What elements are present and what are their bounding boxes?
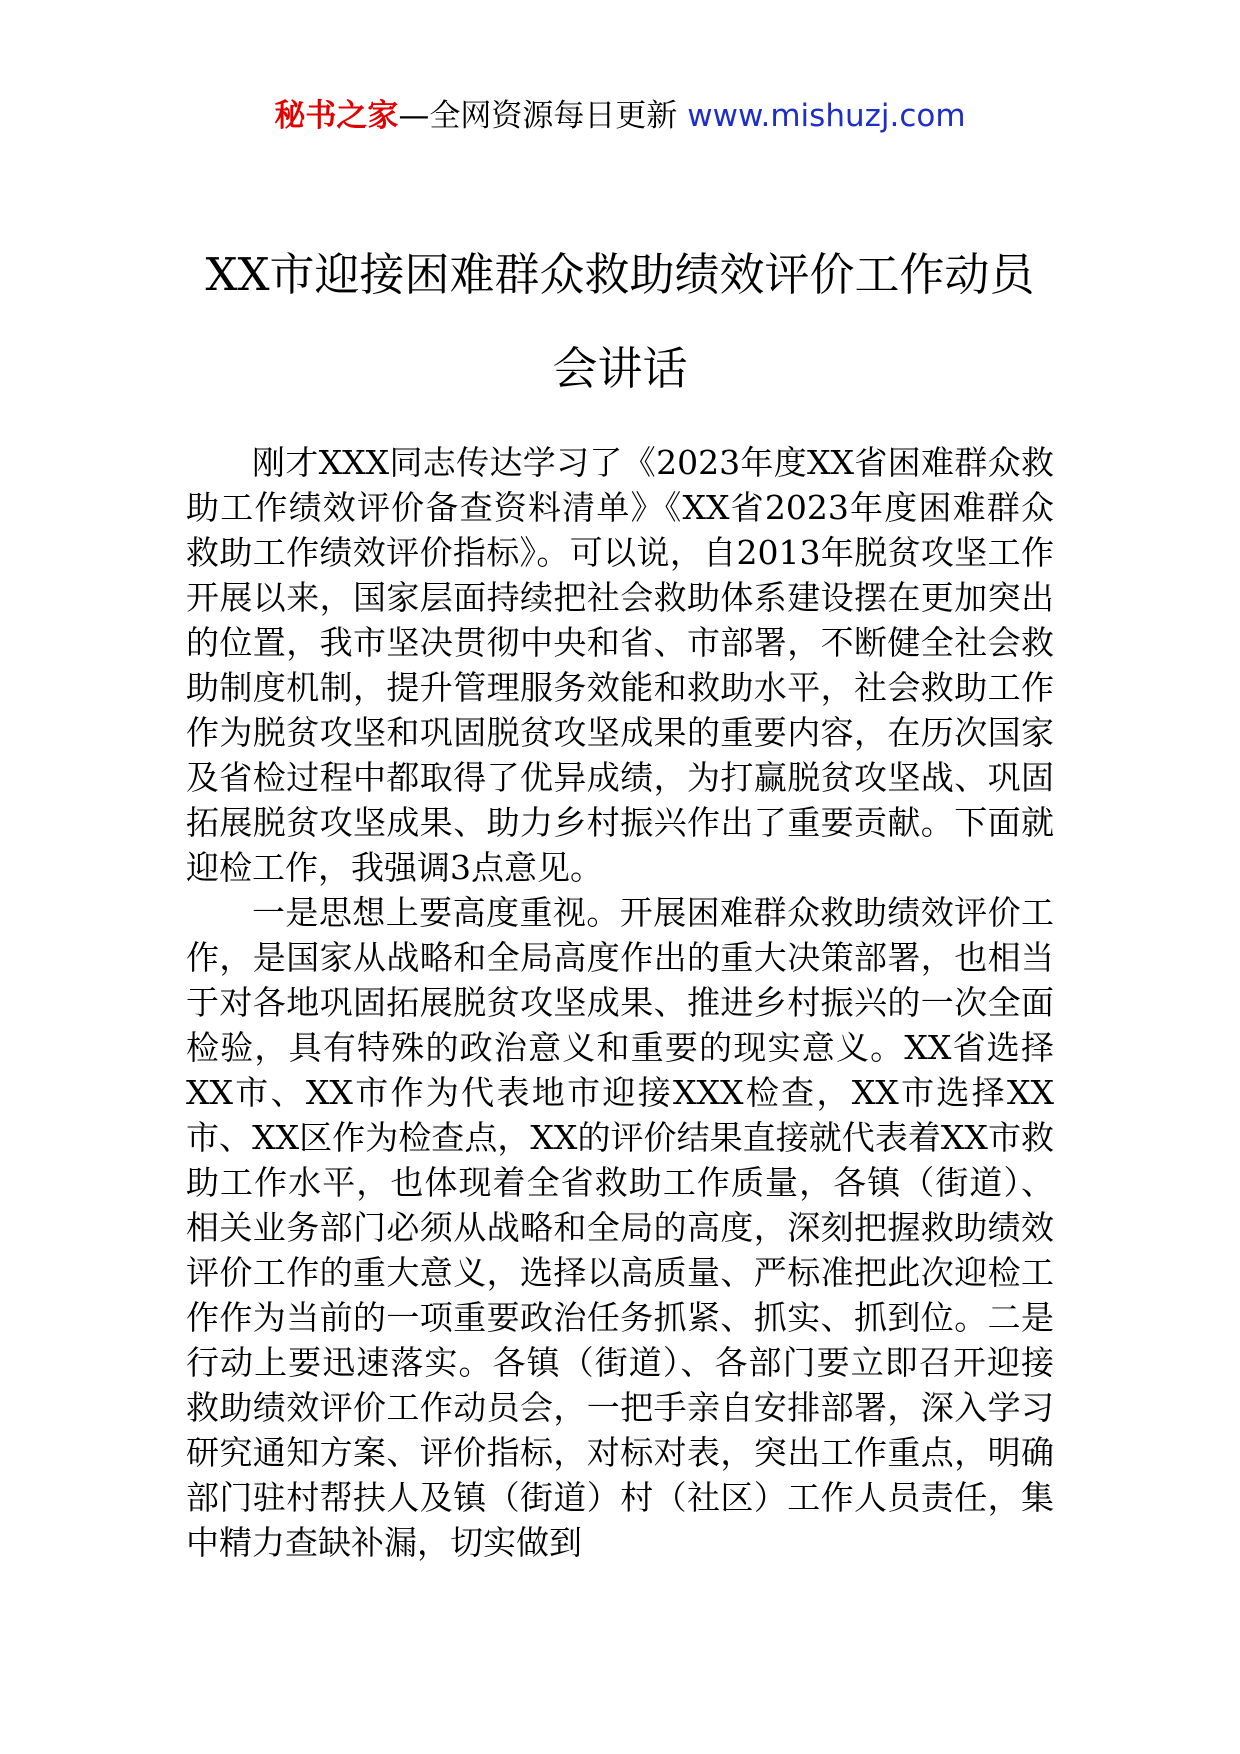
body-paragraph-1: 刚才XXX同志传达学习了《2023年度XX省困难群众救助工作绩效评价备查资料清单》《XX省2023年度困难群众救助工作绩效评价指标》。可以说，自2013年脱贫攻坚工作开展以来，国家层面持续把社会救助体系建设摆在更加突出的位置，我市坚决贯彻中央和省、市部署，不断健全社会救助制度机制，提升管理服务效能和救助水平，社会救助工作作为脱贫攻坚和巩固脱贫攻坚成果的重要内容，在历次国家及省检过程中都取得了优异成绩，为打赢脱贫攻坚战、巩固拓展脱贫攻坚成果、助力乡村振兴作出了重要贡献。下面就迎检工作，我强调3点意见。 bbox=[186, 443, 1054, 887]
document-title bbox=[190, 228, 1050, 416]
brand-name: 秘书之家 bbox=[274, 98, 399, 134]
site-url-link[interactable]: www.mishuzj.com bbox=[687, 98, 966, 134]
body-paragraph-2: 一是思想上要高度重视。开展困难群众救助绩效评价工作，是国家从战略和全局高度作出的重大决策部署，也相当于对各地巩固拓展脱贫攻坚成果、推进乡村振兴的一次全面检验，具有特殊的政治意义和重要的现实意义。XX省选择XX市、XX市作为代表地市迎接XXX检查，XX市选择XX市、XX区作为检查点，XX的评价结果直接就代表着XX市救助工作水平，也体现着全省救助工作质量，各镇（街道）、相关业务部门必须从战略和全局的高度，深刻把握救助绩效评价工作的重大意义，选择以高质量、严标准把此次迎检工作作为当前的一项重要政治任务抓紧、抓实、抓到位。二是行动上要迅速落实。各镇（街道）、各部门要立即召开迎接救助绩效评价工作动员会，一把手亲自安排部署，深入学习研究通知方案、评价指标，对标对表，突出工作重点，明确部门驻村帮扶人及镇（街道）村（社区）工作人员责任，集中精力查缺补漏，切实做到 bbox=[186, 893, 1054, 1562]
header-tagline: —全网资源每日更新 bbox=[398, 98, 678, 134]
document-title-line-1: XX市迎接困难群众救助绩效评价工作动员 bbox=[205, 248, 1035, 301]
site-header bbox=[0, 96, 1240, 136]
document-title-line-2: 会讲话 bbox=[552, 342, 688, 395]
document-body bbox=[186, 440, 1054, 1565]
